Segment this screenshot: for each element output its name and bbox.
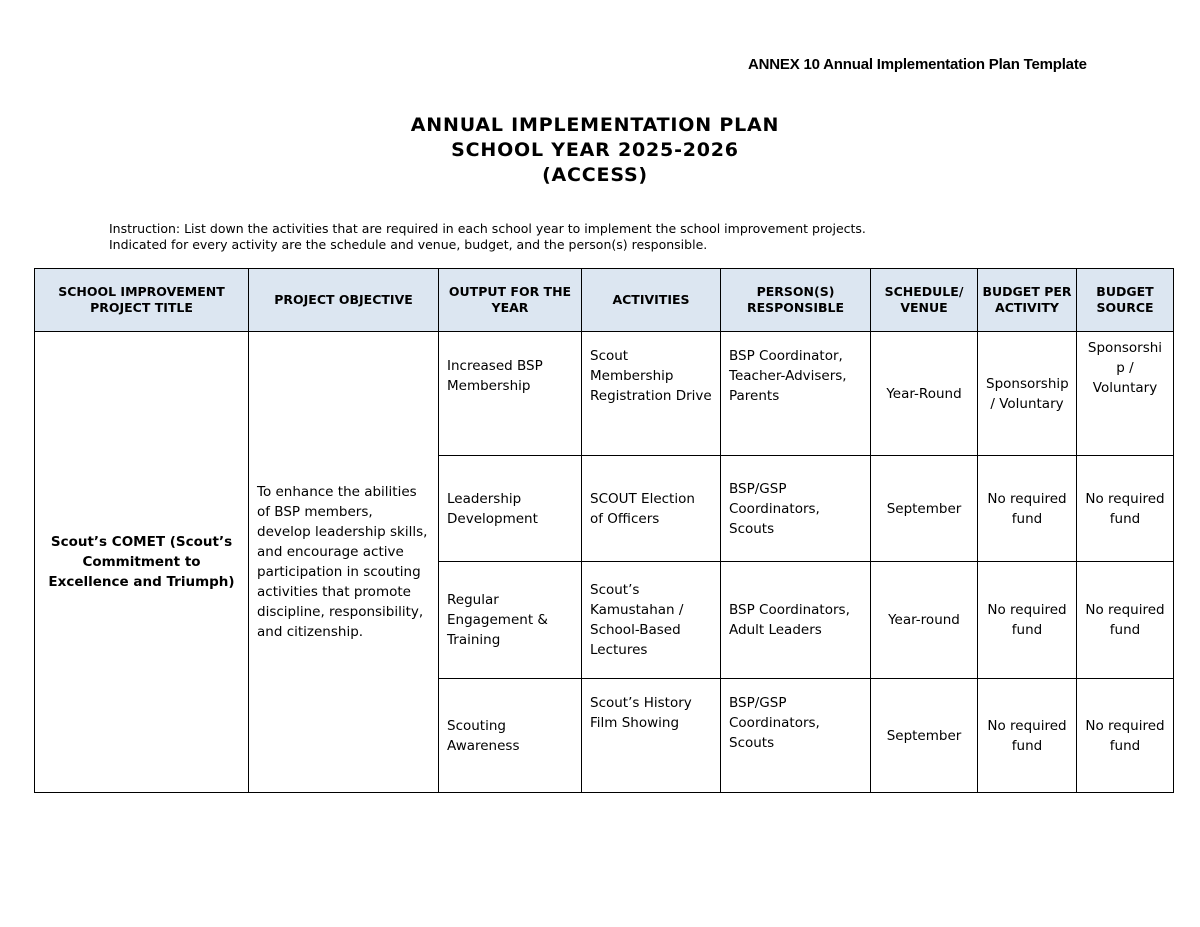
- output-cell: Regular Engagement & Training: [439, 562, 582, 679]
- document-title: [0, 113, 1190, 188]
- activity-cell: SCOUT Election of Officers: [582, 456, 721, 562]
- instruction-line-1: Instruction: List down the activities that are required in each school year to implement the school improvement projects.: [109, 221, 866, 236]
- table-row: [35, 332, 1174, 456]
- budget-source-cell: No required fund: [1077, 562, 1174, 679]
- header-persons: PERSON(S) RESPONSIBLE: [721, 269, 871, 332]
- schedule-cell: Year-Round: [871, 332, 978, 456]
- output-cell: Leadership Development: [439, 456, 582, 562]
- activity-cell: Scout Membership Registration Drive: [582, 332, 721, 456]
- implementation-plan-table: [34, 268, 1174, 793]
- schedule-cell: Year-round: [871, 562, 978, 679]
- budget-cell: No required fund: [978, 562, 1077, 679]
- header-budget-source: BUDGET SOURCE: [1077, 269, 1174, 332]
- header-activities: ACTIVITIES: [582, 269, 721, 332]
- schedule-cell: September: [871, 679, 978, 793]
- title-line-3: (ACCESS): [542, 164, 648, 186]
- persons-cell: BSP/GSP Coordinators, Scouts: [721, 679, 871, 793]
- header-budget: BUDGET PER ACTIVITY: [978, 269, 1077, 332]
- annex-label: ANNEX 10 Annual Implementation Plan Template: [748, 56, 1087, 73]
- budget-source-cell: Sponsorshi p / Voluntary: [1077, 332, 1174, 456]
- header-schedule: SCHEDULE/ VENUE: [871, 269, 978, 332]
- instruction-text: [109, 221, 866, 253]
- title-line-2: SCHOOL YEAR 2025-2026: [451, 139, 739, 161]
- instruction-line-2: Indicated for every activity are the schedule and venue, budget, and the person(s) responsible.: [109, 237, 708, 252]
- header-project-objective: PROJECT OBJECTIVE: [249, 269, 439, 332]
- persons-cell: BSP Coordinators, Adult Leaders: [721, 562, 871, 679]
- header-project-title: SCHOOL IMPROVEMENT PROJECT TITLE: [35, 269, 249, 332]
- budget-source-cell: No required fund: [1077, 456, 1174, 562]
- activity-cell: Scout’s Kamustahan / School-Based Lectures: [582, 562, 721, 679]
- budget-source-cell: No required fund: [1077, 679, 1174, 793]
- budget-cell: No required fund: [978, 679, 1077, 793]
- header-output: OUTPUT FOR THE YEAR: [439, 269, 582, 332]
- project-title-cell: Scout’s COMET (Scout’s Commitment to Excellence and Triumph): [35, 332, 249, 793]
- output-cell: Increased BSP Membership: [439, 332, 582, 456]
- title-line-1: ANNUAL IMPLEMENTATION PLAN: [410, 114, 780, 136]
- table-header-row: [35, 269, 1174, 332]
- output-cell: Scouting Awareness: [439, 679, 582, 793]
- schedule-cell: September: [871, 456, 978, 562]
- budget-cell: Sponsorship / Voluntary: [978, 332, 1077, 456]
- activity-cell: Scout’s History Film Showing: [582, 679, 721, 793]
- budget-cell: No required fund: [978, 456, 1077, 562]
- persons-cell: BSP Coordinator, Teacher-Advisers, Parents: [721, 332, 871, 456]
- project-objective-cell: To enhance the abilities of BSP members, develop leadership skills, and encourage active participation in scouting activities that promote discipline, responsibility, and citizenship.: [249, 332, 439, 793]
- persons-cell: BSP/GSP Coordinators, Scouts: [721, 456, 871, 562]
